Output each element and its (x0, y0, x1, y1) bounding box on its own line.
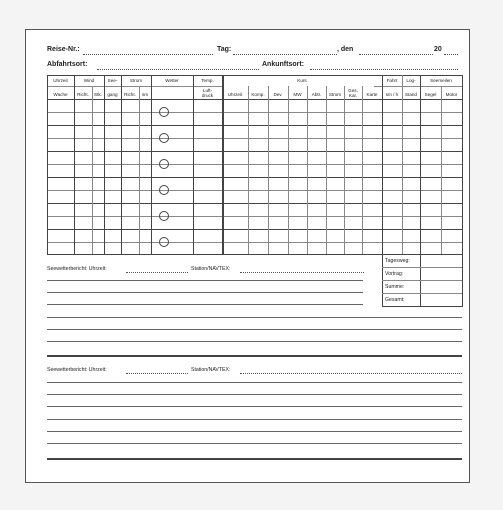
col-segel: Segel (424, 92, 437, 97)
col-log: Log- (406, 78, 416, 83)
col-seemeilen: Seemeilen (430, 78, 452, 83)
col-stand: Stand (404, 92, 417, 97)
weather-circle[interactable] (159, 237, 169, 247)
col-motor: Motor (445, 92, 458, 97)
col-dev: Dev. (273, 92, 283, 97)
weather-circle[interactable] (159, 211, 169, 221)
col-komp: Komp. (251, 92, 265, 97)
col-karte: Karte (366, 92, 378, 97)
ankunftsort-field[interactable] (310, 69, 458, 70)
weather-circle[interactable] (159, 159, 169, 169)
col-wetter: Wetter (165, 78, 179, 83)
reise-nr-field[interactable] (83, 54, 213, 55)
weather-circle[interactable] (159, 133, 169, 143)
logbook-page (25, 29, 470, 483)
vortrag-label: Vortrag: (385, 271, 404, 277)
col-gang: gang (107, 92, 118, 97)
col-wind-richt: Richt. (77, 92, 89, 97)
abfahrtsort-field[interactable] (97, 69, 259, 70)
wetter2-label: Seewetterbericht: Uhrzeit: (47, 367, 107, 373)
col-kurs: Kurs (297, 78, 307, 83)
tag-label: Tag: (217, 46, 232, 53)
weather-circle[interactable] (159, 185, 169, 195)
den-label: , den (337, 46, 354, 53)
col-kurs-strom: Strom (328, 92, 342, 97)
col-fahrt: Fahrt (386, 78, 398, 83)
wetter1-station-label: Station/NAVTEX: (191, 266, 231, 272)
col-wind-stk: Stk. (94, 92, 102, 97)
wetter1-station-field[interactable] (240, 272, 364, 273)
wetter2-station-field[interactable] (240, 373, 462, 374)
abfahrtsort-label: Abfahrtsort: (47, 61, 88, 68)
col-kurs-uhrzeit: Uhrzeit (227, 92, 243, 97)
summe-label: Summe: (385, 284, 405, 290)
weather-circle[interactable] (159, 107, 169, 117)
col-uhrzeit: Uhrzeit (53, 78, 68, 83)
tag-field[interactable] (233, 54, 337, 55)
wetter2-station-label: Station/NAVTEX: (191, 367, 231, 373)
ankunftsort-label: Ankunftsort: (262, 61, 304, 68)
col-mw: MW (293, 92, 302, 97)
tagesweg-label: Tagesweg: (385, 258, 410, 264)
col-luftdruck: Luft- druck (201, 88, 214, 98)
col-strom-richt: Richt. (124, 92, 136, 97)
gesamt-label: Gesamt: (385, 297, 405, 303)
col-wache: Wache (53, 92, 68, 97)
year-label: 20 (434, 46, 442, 53)
year-field[interactable] (444, 54, 458, 55)
col-wind: Wind (83, 78, 95, 83)
date-field[interactable] (359, 54, 433, 55)
col-strom: Strom (129, 78, 143, 83)
wetter1-label: Seewetterbericht: Uhrzeit: (47, 266, 107, 272)
col-ges-kar: Ges. Kar. (348, 88, 358, 98)
col-sm-h: sm / h (385, 92, 399, 97)
col-seegang: See- (107, 78, 118, 83)
wetter1-time-field[interactable] (126, 272, 188, 273)
reise-nr-label: Reise-Nr.: (47, 46, 80, 53)
col-strom-sm: sm (141, 92, 149, 97)
wetter2-time-field[interactable] (126, 373, 188, 374)
col-abtr: Abtr. (311, 92, 322, 97)
col-temp: Temp. (201, 78, 214, 83)
